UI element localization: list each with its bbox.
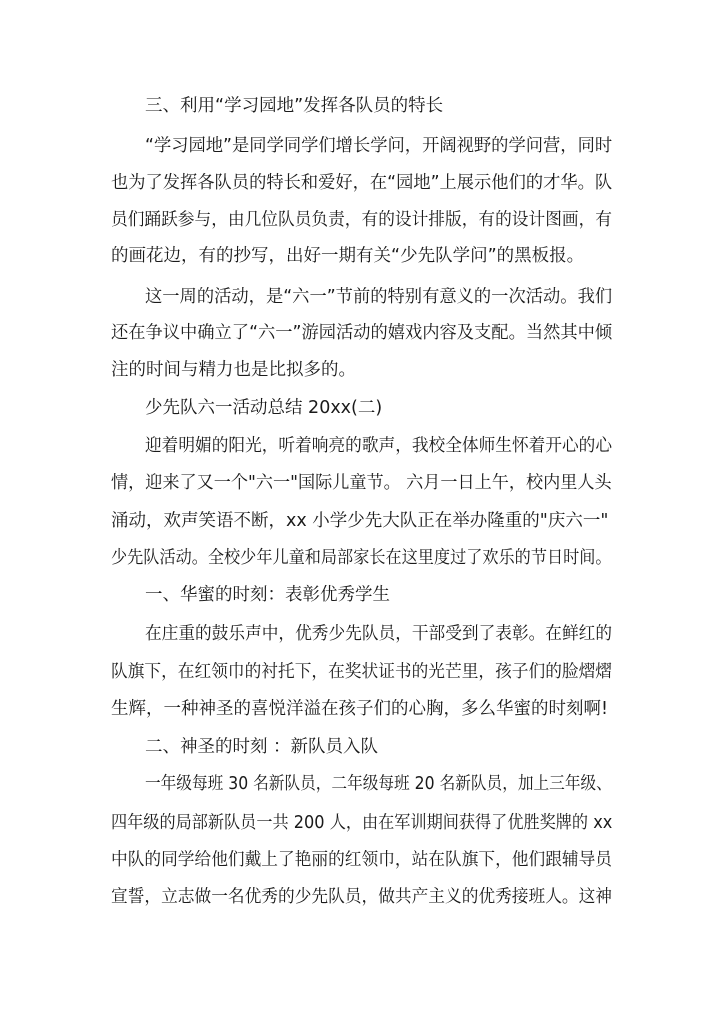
- paragraph-line: 中队的同学给他们戴上了艳丽的红领巾，站在队旗下，他们跟辅导员: [111, 850, 613, 870]
- paragraph-line: 也为了发挥各队员的特长和爱好，在“园地”上展示他们的才华。队: [111, 173, 613, 193]
- heading-section-2: 二、神圣的时刻 ：新队员入队: [145, 737, 379, 757]
- paragraph-line: 生辉，一种神圣的喜悦洋溢在孩子们的心胸，多么华蜜的时刻啊!: [111, 699, 609, 719]
- subtitle-line: 少先队六一活动总结 20xx(二): [145, 398, 383, 418]
- paragraph-line: 一年级每班 30 名新队员，二年级每班 20 名新队员，加上三年级、: [145, 774, 612, 794]
- paragraph-line: 还在争议中确立了“六一”游园活动的嬉戏内容及支配。当然其中倾: [111, 323, 613, 343]
- paragraph-line: 迎着明媚的阳光，听着响亮的歌声，我校全体师生怀着开心的心: [145, 436, 613, 456]
- paragraph-line: 宣誓，立志做一名优秀的少先队员，做共产主义的优秀接班人。这神: [111, 887, 613, 907]
- paragraph-line: “学习园地”是同学同学们增长学问，开阔视野的学问营，同时: [145, 136, 613, 156]
- paragraph-line: 在庄重的鼓乐声中，优秀少先队员，干部受到了表彰。在鲜红的: [145, 624, 613, 644]
- paragraph-line: 四年级的局部新队员一共 200 人，由在军训期间获得了优胜奖牌的 xx: [111, 813, 613, 833]
- paragraph-line: 的画花边，有的抄写，出好一期有关“少先队学问”的黑板报。: [111, 246, 585, 266]
- paragraph-line: 情，迎来了又一个"六一"国际儿童节。 六月一日上午，校内里人头: [111, 473, 612, 493]
- paragraph-line: 队旗下，在红领巾的衬托下，在奖状证书的光芒里，孩子们的脸熠熠: [111, 662, 613, 682]
- paragraph-line: 涌动，欢声笑语不断，xx 小学少先大队正在举办隆重的"庆六一": [111, 511, 609, 531]
- heading-section-3: 三、利用“学习园地”发挥各队员的特长: [145, 96, 444, 116]
- paragraph-line: 这一周的活动，是“六一”节前的特别有意义的一次活动。我们: [145, 287, 613, 307]
- paragraph-line: 注的时间与精力也是比拟多的。: [111, 360, 356, 380]
- paragraph-line: 员们踊跃参与，由几位队员负责，有的设计排版，有的设计图画，有: [111, 210, 613, 230]
- heading-section-1: 一、华蜜的时刻：表彰优秀学生: [145, 585, 390, 605]
- paragraph-line: 少先队活动。全校少年儿童和局部家长在这里度过了欢乐的节日时间。: [111, 548, 612, 568]
